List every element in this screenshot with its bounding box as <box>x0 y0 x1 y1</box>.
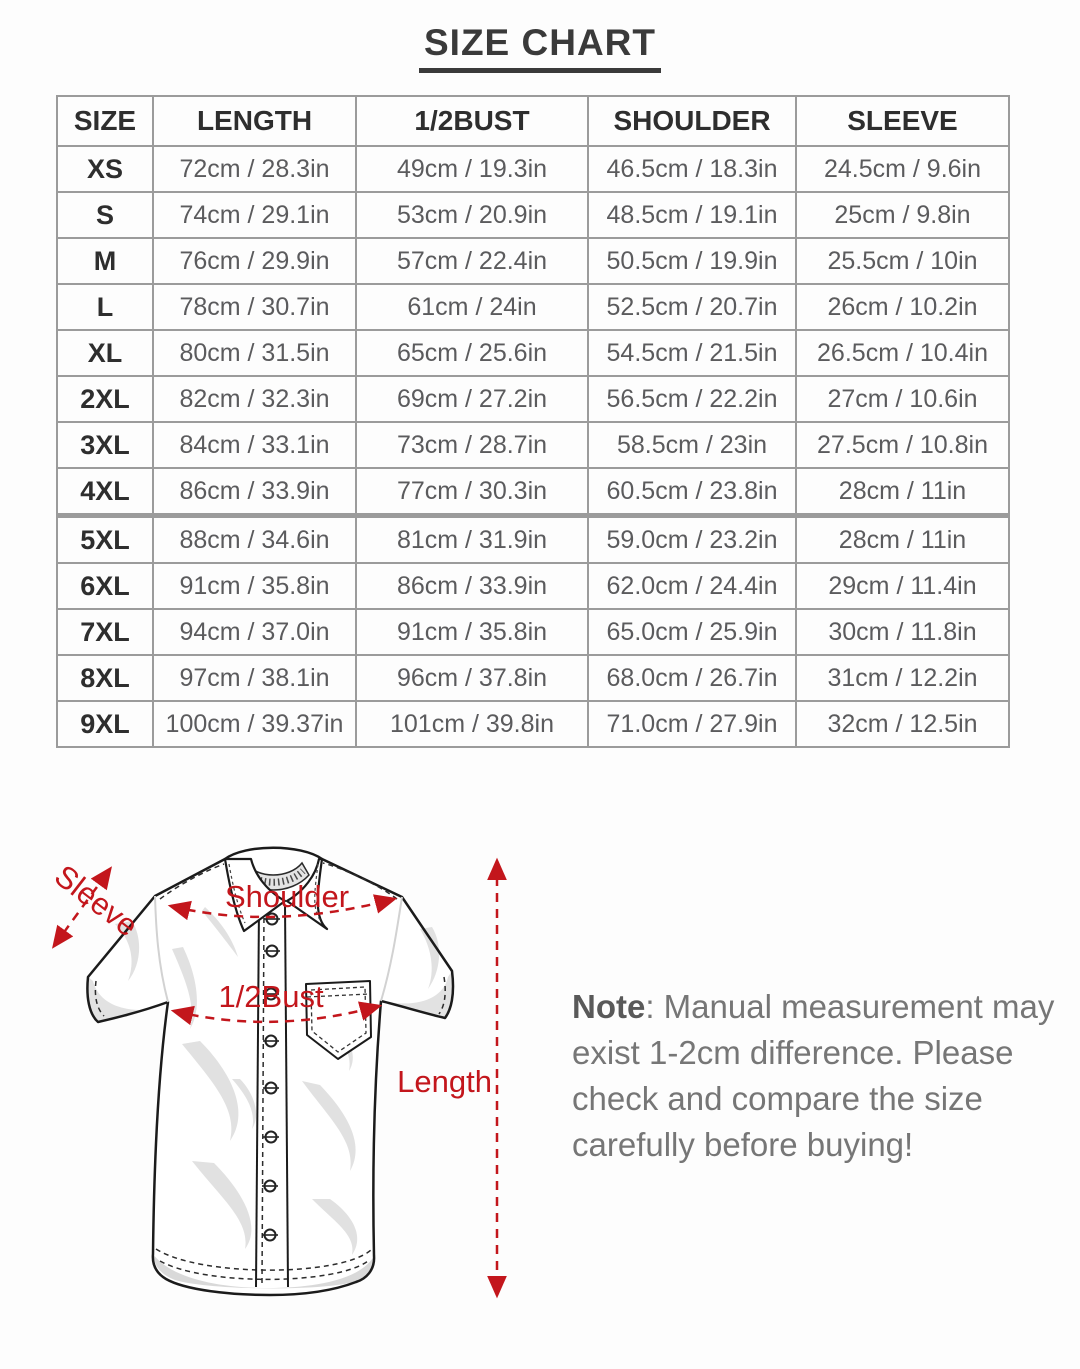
sleeve-cell: 31cm / 12.2in <box>796 655 1009 701</box>
shoulder-cell: 60.5cm / 23.8in <box>588 468 796 516</box>
size-cell: 5XL <box>57 516 153 564</box>
note-label: Note <box>572 988 646 1025</box>
size-cell: 4XL <box>57 468 153 516</box>
sleeve-cell: 25.5cm / 10in <box>796 238 1009 284</box>
note-text: : Manual measurement may exist 1-2cm difference. Please check and compare the size carefully before buying! <box>572 988 1055 1163</box>
sleeve-cell: 27.5cm / 10.8in <box>796 422 1009 468</box>
bust-cell: 81cm / 31.9in <box>356 516 588 564</box>
sleeve-label: Sleeve <box>48 857 145 944</box>
size-table <box>56 95 1010 748</box>
bust-cell: 61cm / 24in <box>356 284 588 330</box>
table-row <box>57 238 1009 284</box>
sleeve-cell: 27cm / 10.6in <box>796 376 1009 422</box>
shoulder-cell: 62.0cm / 24.4in <box>588 563 796 609</box>
sleeve-cell: 25cm / 9.8in <box>796 192 1009 238</box>
length-label: Length <box>397 1064 492 1099</box>
table-row <box>57 192 1009 238</box>
size-cell: XS <box>57 146 153 192</box>
header-cell: SIZE <box>57 96 153 146</box>
header-cell: SHOULDER <box>588 96 796 146</box>
shoulder-cell: 71.0cm / 27.9in <box>588 701 796 747</box>
shoulder-cell: 52.5cm / 20.7in <box>588 284 796 330</box>
length-cell: 78cm / 30.7in <box>153 284 356 330</box>
sleeve-cell: 26.5cm / 10.4in <box>796 330 1009 376</box>
shoulder-cell: 58.5cm / 23in <box>588 422 796 468</box>
bust-cell: 53cm / 20.9in <box>356 192 588 238</box>
header-cell: LENGTH <box>153 96 356 146</box>
length-cell: 100cm / 39.37in <box>153 701 356 747</box>
length-cell: 74cm / 29.1in <box>153 192 356 238</box>
bust-cell: 73cm / 28.7in <box>356 422 588 468</box>
bust-cell: 91cm / 35.8in <box>356 609 588 655</box>
length-cell: 86cm / 33.9in <box>153 468 356 516</box>
header-cell: 1/2BUST <box>356 96 588 146</box>
table-row <box>57 284 1009 330</box>
bust-cell: 77cm / 30.3in <box>356 468 588 516</box>
table-row <box>57 422 1009 468</box>
shoulder-cell: 65.0cm / 25.9in <box>588 609 796 655</box>
table-row <box>57 330 1009 376</box>
table-row <box>57 146 1009 192</box>
shoulder-cell: 59.0cm / 23.2in <box>588 516 796 564</box>
size-cell: 6XL <box>57 563 153 609</box>
table-row <box>57 376 1009 422</box>
bust-cell: 65cm / 25.6in <box>356 330 588 376</box>
shoulder-label: Shoulder <box>224 879 350 914</box>
note <box>572 984 1056 1168</box>
shoulder-cell: 56.5cm / 22.2in <box>588 376 796 422</box>
size-cell: 8XL <box>57 655 153 701</box>
shoulder-cell: 50.5cm / 19.9in <box>588 238 796 284</box>
bust-cell: 86cm / 33.9in <box>356 563 588 609</box>
length-cell: 80cm / 31.5in <box>153 330 356 376</box>
size-cell: 7XL <box>57 609 153 655</box>
table-row <box>57 563 1009 609</box>
sleeve-cell: 29cm / 11.4in <box>796 563 1009 609</box>
table-row <box>57 609 1009 655</box>
size-cell: 9XL <box>57 701 153 747</box>
sleeve-cell: 32cm / 12.5in <box>796 701 1009 747</box>
shoulder-cell: 46.5cm / 18.3in <box>588 146 796 192</box>
size-cell: L <box>57 284 153 330</box>
size-cell: 3XL <box>57 422 153 468</box>
table-row <box>57 516 1009 564</box>
length-cell: 88cm / 34.6in <box>153 516 356 564</box>
page-title-wrap <box>0 22 1080 73</box>
table-row <box>57 655 1009 701</box>
length-cell: 94cm / 37.0in <box>153 609 356 655</box>
header-row <box>57 96 1009 146</box>
length-cell: 76cm / 29.9in <box>153 238 356 284</box>
sleeve-cell: 28cm / 11in <box>796 468 1009 516</box>
table-row <box>57 701 1009 747</box>
size-cell: 2XL <box>57 376 153 422</box>
size-table-body <box>57 146 1009 747</box>
size-cell: M <box>57 238 153 284</box>
sleeve-cell: 24.5cm / 9.6in <box>796 146 1009 192</box>
bust-cell: 49cm / 19.3in <box>356 146 588 192</box>
bust-cell: 57cm / 22.4in <box>356 238 588 284</box>
page-title: SIZE CHART <box>419 22 661 73</box>
sleeve-cell: 30cm / 11.8in <box>796 609 1009 655</box>
length-cell: 84cm / 33.1in <box>153 422 356 468</box>
sleeve-cell: 26cm / 10.2in <box>796 284 1009 330</box>
bust-label: 1/2Bust <box>218 979 324 1014</box>
shirt-measurement-diagram <box>0 829 545 1369</box>
length-cell: 97cm / 38.1in <box>153 655 356 701</box>
bust-cell: 101cm / 39.8in <box>356 701 588 747</box>
bust-cell: 69cm / 27.2in <box>356 376 588 422</box>
shoulder-cell: 48.5cm / 19.1in <box>588 192 796 238</box>
length-cell: 91cm / 35.8in <box>153 563 356 609</box>
size-cell: XL <box>57 330 153 376</box>
bust-cell: 96cm / 37.8in <box>356 655 588 701</box>
table-row <box>57 468 1009 516</box>
length-cell: 82cm / 32.3in <box>153 376 356 422</box>
size-cell: S <box>57 192 153 238</box>
shoulder-cell: 54.5cm / 21.5in <box>588 330 796 376</box>
length-cell: 72cm / 28.3in <box>153 146 356 192</box>
sleeve-cell: 28cm / 11in <box>796 516 1009 564</box>
header-cell: SLEEVE <box>796 96 1009 146</box>
shoulder-cell: 68.0cm / 26.7in <box>588 655 796 701</box>
